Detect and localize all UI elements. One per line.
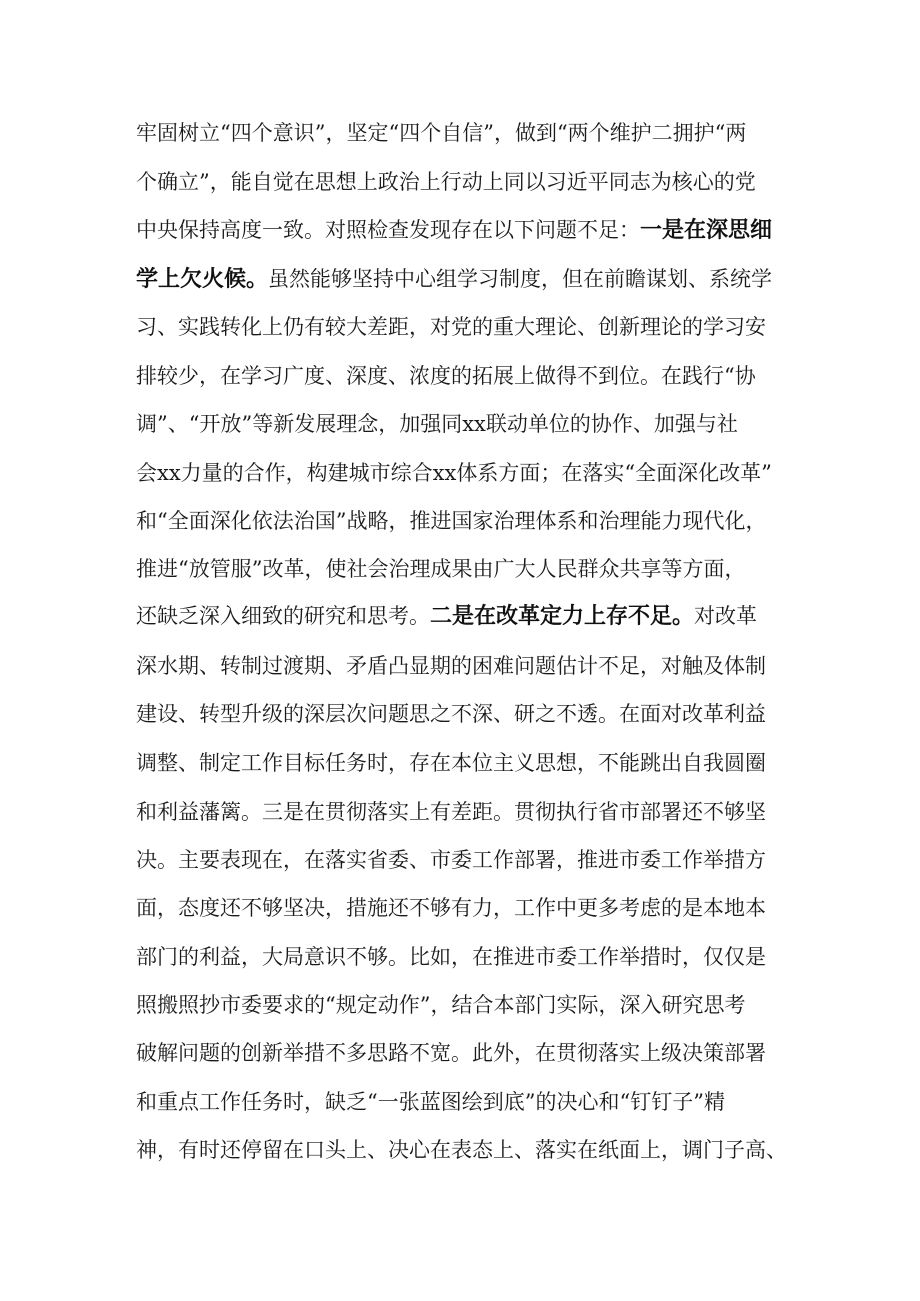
emphasis-heading: 二是在改革定力上存不足。 (430, 604, 695, 629)
text-line (136, 458, 796, 488)
body-text: 还缺乏深入细致的研究和思考。 (136, 604, 430, 628)
body-text: 个确立”，能自觉在思想上政治上行动上同以习近平同志为核心的党 (136, 170, 756, 194)
text-line (136, 748, 796, 778)
text-line (136, 312, 796, 342)
body-text: 建设、转型升级的深层次问题思之不深、研之不透。在面对改革利益 (136, 702, 766, 726)
body-text: 破解问题的创新举措不多思路不宽。此外，在贯彻落实上级决策部署 (136, 1041, 766, 1065)
body-text: 排较少，在学习广度、深度、浓度的拓展上做得不到位。在践行“协 (136, 364, 756, 388)
text-line (136, 1135, 796, 1165)
text-line (136, 942, 796, 972)
body-text: 调整、制定工作目标任务时，存在本位主义思想，不能跳出自我圆圈 (136, 751, 766, 775)
body-text: 调”、“开放”等新发展理念，加强同xx联动单位的协作、加强与社 (136, 412, 738, 436)
body-text: 神，有时还停留在口头上、决心在表态上、落实在纸面上，调门子高、 (136, 1138, 787, 1162)
emphasis-heading: 一是在深思细 (640, 218, 773, 243)
emphasis-heading: 学上欠火候。 (136, 267, 269, 292)
body-text: 部门的利益，大局意识不够。比如，在推进市委工作举措时，仅仅是 (136, 945, 766, 969)
text-line (136, 167, 796, 197)
text-line (136, 1038, 796, 1068)
body-text: 虽然能够坚持中心组学习制度，但在前瞻谋划、系统学 (268, 267, 773, 291)
text-line (136, 651, 796, 681)
body-text: 中央保持高度一致。对照检查发现存在以下问题不足： (136, 218, 640, 242)
body-text: 深水期、转制过渡期、矛盾凸显期的困难问题估计不足，对触及体制 (136, 654, 766, 678)
body-text: 照搬照抄市委要求的“规定动作”，结合本部门实际，深入研究思考 (136, 993, 746, 1017)
body-text: 牢固树立“四个意识”，坚定“四个自信”，做到“两个维护二拥护“两 (136, 121, 747, 145)
text-line (136, 990, 796, 1020)
text-line (136, 601, 796, 632)
body-text: 和“全面深化依法治国”战略，推进国家治理体系和治理能力现代化， (136, 509, 767, 533)
text-line (136, 264, 796, 295)
text-line (136, 361, 796, 391)
body-text: 决。主要表现在，在落实省委、市委工作部署，推进市委工作举措方 (136, 848, 766, 872)
text-line (136, 506, 796, 536)
text-line (136, 215, 796, 246)
body-text: 会xx力量的合作，构建城市综合xx体系方面；在落实“全面深化改革” (136, 461, 772, 485)
text-line (136, 118, 796, 148)
body-text: 和利益藩篱。三是在贯彻落实上有差距。贯彻执行省市部署还不够坚 (136, 800, 766, 824)
body-text: 推进“放管服”改革，使社会治理成果由广大人民群众共享等方面， (136, 557, 746, 581)
body-text: 对改革 (694, 604, 758, 628)
text-line (136, 409, 796, 439)
text-line (136, 1087, 796, 1117)
text-line (136, 845, 796, 875)
body-text: 面，态度还不够坚决，措施还不够有力，工作中更多考虑的是本地本 (136, 896, 766, 920)
text-line (136, 893, 796, 923)
body-text: 和重点工作任务时，缺乏“一张蓝图绘到底”的决心和“钉钉子”精 (136, 1090, 725, 1114)
text-line (136, 797, 796, 827)
text-line (136, 699, 796, 729)
text-line (136, 554, 796, 584)
body-text: 习、实践转化上仍有较大差距，对党的重大理论、创新理论的学习安 (136, 315, 766, 339)
